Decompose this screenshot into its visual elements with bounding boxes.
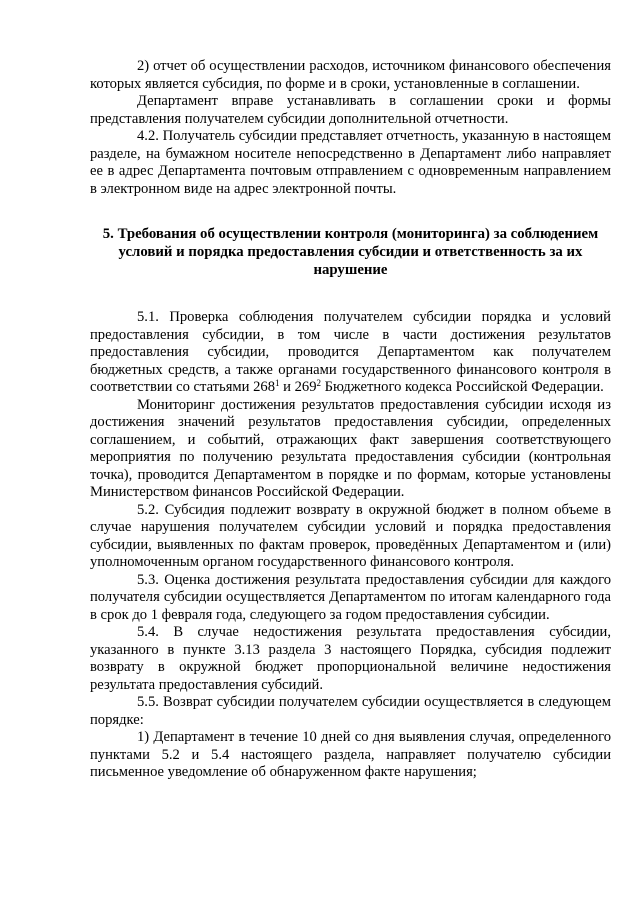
paragraph-report-item-2: 2) отчет об осуществлении расходов, источником финансового обеспечения которых является субсидия, по форме и в сроки, установленные в соглашении.	[90, 58, 611, 92]
paragraph-5-5-item-1: 1) Департамент в течение 10 дней со дня выявления случая, определенного пунктами 5.2 и 5.4 настоящего раздела, направляет получателю субсидии письменное уведомление об обнаруженном факте нарушения;	[90, 729, 611, 781]
paragraph-5-5: 5.5. Возврат субсидии получателем субсидии осуществляется в следующем порядке:	[90, 694, 611, 728]
paragraph-4-2: 4.2. Получатель субсидии представляет отчетность, указанную в настоящем разделе, на бумажном носителе непосредственно в Департамент либо направляет ее в адрес Департамента почтовым отправлением с одновременным направлением в электронном виде на адрес электронной почты.	[90, 128, 611, 197]
footnote-mark-1: 1	[275, 378, 280, 389]
footnote-mark-2: 2	[316, 378, 321, 389]
paragraph-5-2: 5.2. Субсидия подлежит возврату в окружной бюджет в полном объеме в случае нарушения получателем субсидии условий и порядка предоставления субсидии, выявленных по фактам проверок, проведённых Департаментом и (или) уполномоченным органом государственного финансового контроля.	[90, 501, 611, 571]
paragraph-5-3: 5.3. Оценка достижения результата предоставления субсидии для каждого получателя субсидии осуществляется Департаментом по итогам календарного года в срок до 1 февраля года, следующего за годом предоставления субсидии.	[90, 571, 611, 623]
section-5-heading: 5. Требования об осуществлении контроля (мониторинга) за соблюдением условий и порядка предоставления субсидии и ответственность за их нарушение	[102, 226, 599, 278]
document-page	[90, 58, 611, 782]
paragraph-5-1-text-b: и 269	[279, 379, 317, 396]
paragraph-5-1-text-c: Бюджетного кодекса Российской Федерации.	[321, 379, 604, 396]
paragraph-monitoring: Мониторинг достижения результатов предоставления субсидии исходя из достижения значений результатов предоставления субсидии, определенных соглашением, и событий, отражающих факт завершения соответствующего мероприятия по получению результата предоставления субсидии (контрольная точка), проводится Департаментом в порядке и по формам, которые установлены Министерством финансов Российской Федерации.	[90, 396, 611, 501]
paragraph-5-1	[90, 309, 611, 397]
paragraph-5-1-text-a: 5.1. Проверка соблюдения получателем субсидии порядка и условий предоставления субсидии, в том числе в части достижения результатов предоставления субсидии, проводится Департаментом как получателем бюджетных средств, а также органами государственного финансового контроля в соответствии со статьями 268	[90, 309, 611, 396]
paragraph-additional-reporting: Департамент вправе устанавливать в соглашении сроки и формы представления получателем субсидии дополнительной отчетности.	[90, 93, 611, 127]
paragraph-5-4: 5.4. В случае недостижения результата предоставления субсидии, указанного в пункте 3.13 раздела 3 настоящего Порядка, субсидия подлежит возврату в окружной бюджет пропорциональной величине недостижения результата предоставления субсидий.	[90, 624, 611, 693]
